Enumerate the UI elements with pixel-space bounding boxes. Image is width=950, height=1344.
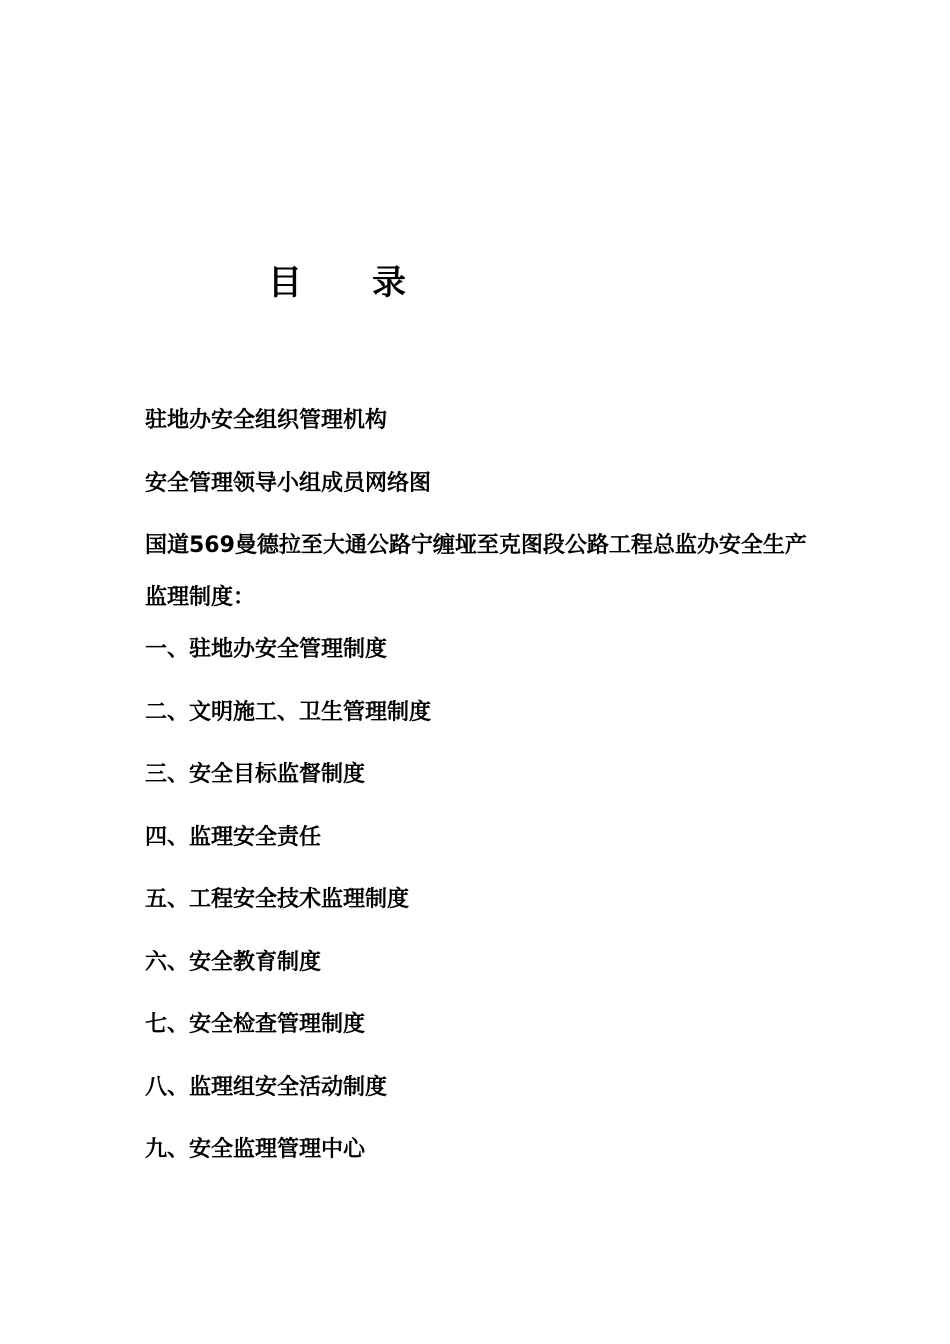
toc-item-leadership-network: 安全管理领导小组成员网络图 (145, 470, 432, 496)
toc-item-3: 三、安全目标监督制度 (145, 762, 366, 787)
toc-item-supervision-system: 国道569曼德拉至大通公路宁缠垭至克图段公路工程总监办安全生产监理制度： (145, 533, 807, 610)
toc-item-5: 五、工程安全技术监理制度 (145, 887, 410, 912)
toc-item-1: 一、驻地办安全管理制度 (145, 637, 388, 662)
toc-item-6: 六、安全教育制度 (145, 949, 322, 975)
toc-heading (0, 258, 950, 308)
toc-item-9: 九、安全监理管理中心 (145, 1137, 366, 1162)
toc-heading-char-2: 录 (372, 263, 406, 303)
toc-item-8: 八、监理组安全活动制度 (145, 1074, 388, 1100)
toc-item-organization: 驻地办安全组织管理机构 (145, 408, 388, 433)
toc-item-7: 七、安全检查管理制度 (145, 1012, 366, 1037)
toc-item-2: 二、文明施工、卫生管理制度 (145, 699, 432, 725)
toc-list (145, 395, 825, 1176)
toc-item-4: 四、监理安全责任 (145, 824, 322, 850)
toc-heading-char-1: 目 (268, 263, 302, 303)
